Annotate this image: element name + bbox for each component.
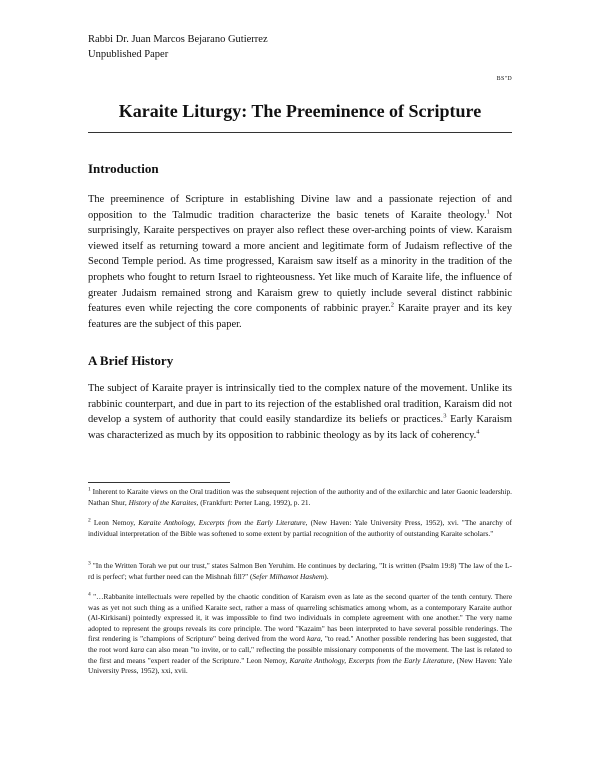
author-name: Rabbi Dr. Juan Marcos Bejarano Gutierrez — [88, 34, 268, 45]
paragraph-text: The subject of Karaite prayer is intrinsically tied to the complex nature of the movement. Unlike its rabbinic counterpart, and due in part to its rejection of the established oral tradition, Karaism did not develop a system of authority that could easily standardize its beliefs or practices. — [88, 383, 512, 426]
paragraph-text: Karaite prayer and its key features are the subject of this paper. — [88, 303, 512, 330]
title-rule — [88, 132, 512, 133]
footnote-number: 2 — [88, 517, 91, 524]
footnote-4 — [88, 592, 512, 677]
footnote-title: Karaite Anthology, Excerpts from the Early Literature, — [289, 655, 455, 665]
paper-status: Unpublished Paper — [88, 49, 169, 60]
footnote-separator — [88, 482, 230, 483]
footnote-text: ). — [324, 571, 329, 581]
footnote-text: "to read." Another possible rendering has been suggested, that the root word — [88, 634, 512, 654]
footnote-text: "…Rabbanite intellectuals were repelled by the chaotic condition of Karaism even as late as the second quarter of the tenth century. There was as yet not such thing as a unified Karaite sect, rather a mass of quarreling schismatics among whom, as a contemporary Karaite author (Al-Kirkisani) pointedly expressed it, it was impossible to find two individuals in complete agreement with one another." The very name adopted to represent the groups reveals its core principle. The word "Kazaim" has been interpreted to have several possible renderings. The first rendering is "champions of Scripture" being derived from the word — [88, 592, 512, 644]
footnote-text: can also mean "to invite, or to call," reflecting the possible missionary components of the movement. The last is related to the first and means "expert reader of the Scripture." Leon Nemoy, — [88, 644, 513, 665]
paragraph-text: Early Karaism was characterized as much by its opposition to rabbinic theology as by its lack of coherency. — [88, 414, 512, 441]
introduction-paragraph — [88, 192, 512, 332]
footnote-text: (New Haven: Yale University Press, 1952), xvi. "The anarchy of individual interpretation of the Bible was softened to some extent by partial recognition of the authority of outstanding Karaite scholars." — [88, 518, 512, 538]
author-block — [88, 32, 268, 62]
footnote-ref-3[interactable]: 3 — [443, 412, 447, 420]
footnote-title: Sefer Milhamot Hashem — [252, 571, 325, 581]
paragraph-text: Not surprisingly, Karaite perspectives on prayer also reflect these over-arching points of view. Karaism viewed itself as returning toward a more ancient and legitimate form of Judaism reflective of the Second Temple period. As time progressed, Karaism saw itself as a minority in the tradition of the prophets who fought to return Israel to righteousness. Yet like much of Karaite life, the influence of greater Judaism remained strong and Karaism grew to quietly include several distinct rabbinic features even while rejecting the core components of rabbinic prayer. — [88, 209, 512, 315]
footnote-number: 3 — [88, 560, 91, 567]
footnote-2 — [88, 518, 512, 539]
footnote-ref-2[interactable]: 2 — [390, 301, 395, 309]
footnote-text: Inherent to Karaite views on the Oral tradition was the subsequent rejection of the authority and of the exilarchic and later Gaonic leadership. Nathan Shur, — [88, 487, 512, 507]
section-heading-brief-history: A Brief History — [88, 353, 174, 368]
footnote-text: (New Haven: Yale University Press, 1952), xxi, xvii. — [88, 655, 512, 676]
footnote-1 — [88, 487, 512, 508]
history-paragraph — [88, 381, 512, 443]
footnote-term: kara, — [307, 634, 323, 644]
section-heading-introduction: Introduction — [88, 161, 159, 176]
footnote-text: Leon Nemoy, — [90, 518, 139, 527]
footnote-3 — [88, 561, 512, 582]
footnote-number: 4 — [88, 591, 91, 598]
footnote-ref-4[interactable]: 4 — [476, 428, 480, 436]
paragraph-text: The preeminence of Scripture in establishing Divine law and a passionate rejection of and opposition to the Talmudic tradition characterize the basic tenets of Karaite theology. — [88, 194, 512, 221]
paper-title: Karaite Liturgy: The Preeminence of Scripture — [118, 101, 482, 121]
footnote-title: Karaite Anthology, Excerpts from the Early Literature, — [138, 518, 308, 527]
footnote-ref-1[interactable]: 1 — [486, 208, 490, 216]
footnote-number: 1 — [88, 486, 91, 493]
footnote-text: (Frankfurt: Perter Lang, 1992), p. 21. — [198, 497, 311, 507]
footnote-term: kara — [130, 644, 145, 654]
footnote-title: History of the Karaites, — [128, 497, 199, 507]
bsd-mark: BS"D — [496, 76, 512, 82]
footnote-text: "In the Written Torah we put our trust," states Salmon Ben Yeruhim. He continues by declaring, "It is written (Psalm 19:8) 'The law of the L-rd is perfect'; what further need can the Mishnah fill?" ( — [88, 561, 512, 581]
